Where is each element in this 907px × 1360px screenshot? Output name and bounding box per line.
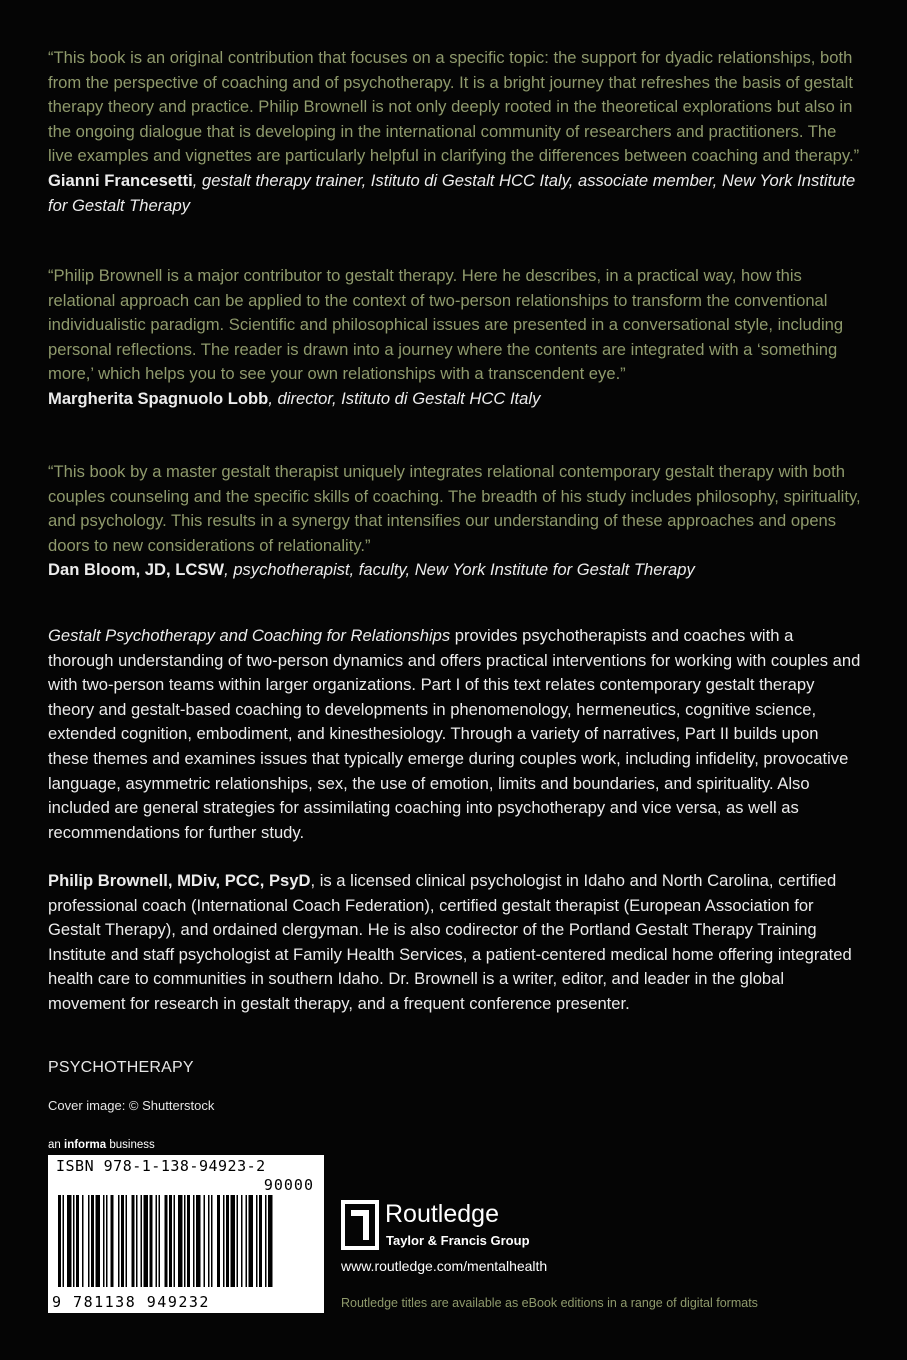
review-3 xyxy=(48,460,863,583)
reviewer-name: Margherita Spagnuolo Lobb xyxy=(48,388,269,408)
informa-prefix: an xyxy=(48,1139,64,1151)
barcode-digits: 9 781138 949232 xyxy=(52,1293,210,1311)
review-quote: “This book is an original contribution that focuses on a specific topic: the support for dyadic relationships, both from the perspective of coaching and of psychotherapy. It is a bright journey that refreshes the basis of gestalt therapy theory and practice. Philip Brownell is not only deeply rooted in the theoretical explorations but also in the ongoing dialogue that is developing in the international community of researchers and practitioners. The live examples and vignettes are particularly helpful in clarifying the differences between coaching and therapy.” xyxy=(48,48,860,166)
reviewer-name: Dan Bloom, JD, LCSW xyxy=(48,560,225,580)
author-bio xyxy=(48,869,863,1017)
ebook-note: Routledge titles are available as eBook editions in a range of digital formats xyxy=(341,1296,758,1310)
cover-credit: Cover image: © Shutterstock xyxy=(48,1098,215,1113)
barcode-bars xyxy=(56,1195,316,1287)
review-1 xyxy=(48,46,863,218)
review-attribution xyxy=(48,387,863,412)
reviewer-role: , psychotherapist, faculty, New York Institute for Gestalt Therapy xyxy=(224,560,695,580)
book-title: Gestalt Psychotherapy and Coaching for Relationships xyxy=(48,626,451,645)
routledge-logo xyxy=(341,1196,641,1256)
reviewer-name: Gianni Francesetti xyxy=(48,170,193,190)
bio-body: , is a licensed clinical psychologist in Idaho and North Carolina, certified professional coach (International Coach Federation), certified gestalt therapist (European Association for Gestalt Therapy), and ordained clergyman. He is also codirector of the Portland Gestalt Therapy Training Institute and staff psychologist at Family Health Services, a patient-centered medical home offering integrated health care to communities in southern Idaho. Dr. Brownell is a writer, editor, and leader in the global movement for research in gestalt therapy, and a frequent conference presenter. xyxy=(48,871,852,1013)
publisher-name: Routledge xyxy=(385,1200,499,1228)
reviewer-role: , gestalt therapy trainer, Istituto di Gestalt HCC Italy, associate member, New York Institute for Gestalt Therapy xyxy=(48,170,856,215)
review-attribution xyxy=(48,169,863,218)
isbn-label: ISBN 978-1-138-94923-2 xyxy=(56,1157,266,1175)
review-quote: “Philip Brownell is a major contributor to gestalt therapy. Here he describes, in a practical way, how this relational approach can be applied to the context of two-person relationships to transform the conventional individualistic paradigm. Scientific and philosophical issues are presented in a conversational style, including personal reflections. The reader is drawn into a journey where the contents are integrated with a ‘something more,’ which helps you to see your own relationships with a transcendent eye.” xyxy=(48,266,844,384)
informa-brand: informa xyxy=(64,1139,107,1151)
book-description xyxy=(48,624,863,845)
description-body: provides psychotherapists and coaches with a thorough understanding of two-person dynamics and offers practical interventions for working with couples and with two-person teams within larger organizations. Part I of this text relates contemporary gestalt therapy theory and gestalt-based coaching to developments in phenomenology, hermeneutics, cognitive science, extended cognition, embodiment, and kinesthesiology. Through a variety of narratives, Part II builds upon these themes and examines issues that typically emerge during couples work, including infidelity, provocative language, asymmetric relationships, sex, the use of emotion, limits and boundaries, and spirituality. Also included are general strategies for assimilating coaching into psychotherapy and vice versa, as well as recommendations for further study. xyxy=(48,626,861,842)
publisher-group: Taylor & Francis Group xyxy=(386,1233,530,1248)
informa-suffix: business xyxy=(106,1139,155,1151)
routledge-mark-icon xyxy=(341,1200,379,1250)
informa-tagline xyxy=(48,1139,155,1151)
publisher-url[interactable]: www.routledge.com/mentalhealth xyxy=(341,1258,548,1274)
subject-category: PSYCHOTHERAPY xyxy=(48,1059,194,1076)
review-2 xyxy=(48,264,863,412)
review-quote: “This book by a master gestalt therapist uniquely integrates relational contemporary gestalt therapy with both couples counseling and the specific skills of coaching. The breadth of his study includes philosophy, spirituality, and psychology. This results in a synergy that intensifies our understanding of these approaches and opens doors to new considerations of relationality.” xyxy=(48,462,861,555)
isbn-barcode xyxy=(48,1155,324,1313)
price-code: 90000 xyxy=(263,1176,314,1194)
review-attribution xyxy=(48,558,863,583)
author-name: Philip Brownell, MDiv, PCC, PsyD xyxy=(48,871,311,890)
reviewer-role: , director, Istituto di Gestalt HCC Italy xyxy=(268,388,541,408)
